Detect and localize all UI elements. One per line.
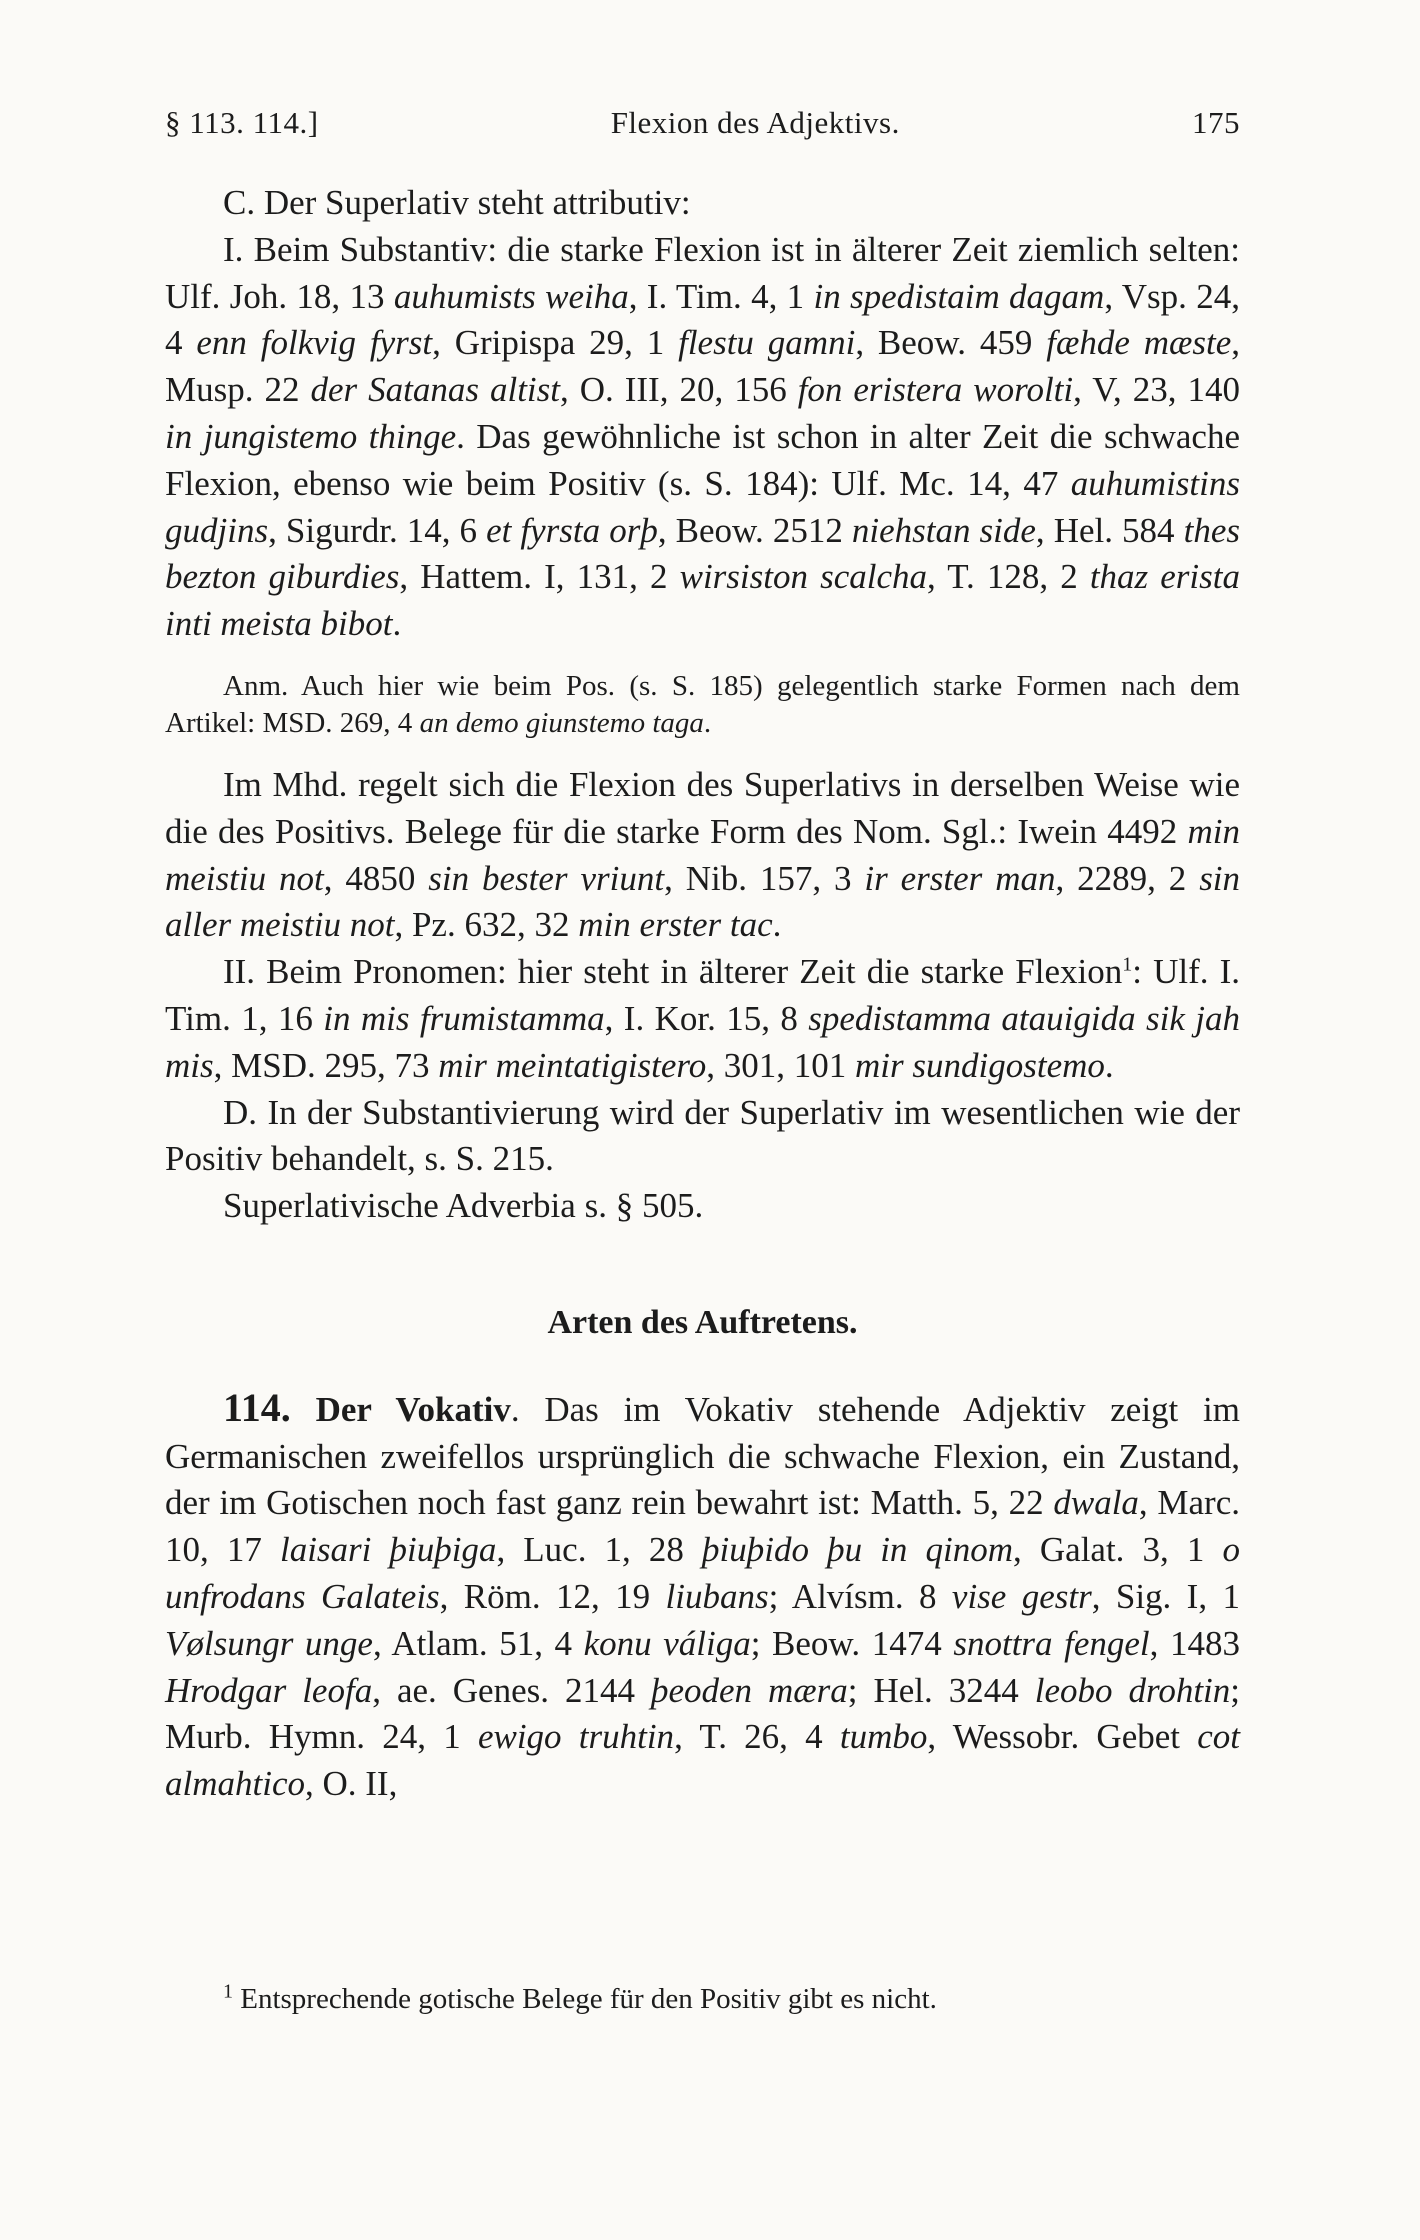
footnote-marker: 1 (223, 1980, 233, 2003)
citation: der Satanas altist (310, 370, 560, 410)
paragraph-substantiv (165, 227, 1240, 648)
citation: wirsiston scalcha (679, 557, 927, 597)
text: , 2289, 2 (1055, 858, 1200, 898)
text: . Das im Vokativ stehende Adjektiv zeigt im Germanischen zweifellos ursprünglich die schwache Flexion, ein Zustand, der im Gotischen noch fast ganz rein bewahrt ist: Matth. 5, 22 (165, 1389, 1240, 1523)
paragraph-number: 114. (223, 1384, 291, 1430)
citation: in jungistemo thinge (165, 416, 457, 456)
citation: Hrodgar leofa (165, 1670, 373, 1710)
citation: niehstan side (851, 510, 1036, 550)
citation: tumbo (839, 1717, 928, 1757)
text: , Pz. 632, 32 (394, 905, 579, 945)
citation: Vølsungr unge (165, 1623, 373, 1663)
text: C. Der Superlativ steht attributiv: (223, 183, 691, 222)
paragraph-d (165, 1090, 1240, 1184)
citation: an demo giunstemo taga (419, 706, 704, 739)
text: ; Alvísm. 8 (768, 1576, 952, 1616)
paragraph-adverbia (165, 1183, 1240, 1230)
citation: þeoden mæra (650, 1670, 848, 1710)
text: , Galat. 3, 1 (1013, 1530, 1223, 1570)
text: , Atlam. 51, 4 (372, 1623, 584, 1663)
text: , Musp. 22 (165, 323, 1241, 410)
citation: ir erster man (864, 858, 1056, 898)
running-title: Flexion des Adjektivs. (610, 105, 900, 140)
citation: leobo drohtin (1034, 1670, 1231, 1710)
footnote-text: Entsprechende gotische Belege für den Positiv gibt es nicht. (233, 1983, 937, 2015)
text: . (703, 706, 712, 739)
section-reference: § 113. 114.] (165, 105, 319, 140)
text: , Hel. 584 (1035, 510, 1184, 550)
text: , ae. Genes. 2144 (372, 1670, 651, 1710)
citation: min erster tac (578, 905, 773, 945)
section-title: Arten des Auftretens. (547, 1303, 858, 1341)
citation: sin bester vriunt (428, 858, 665, 898)
citation: thes bezton giburdies (165, 510, 1241, 597)
text: D. In der Substantivierung wird der Superlativ im wesentlichen wie der Positiv behandelt, s. S. 215. (165, 1092, 1240, 1179)
text: I. Beim Substantiv: die starke Flexion ist in älterer Zeit ziemlich selten: Ulf. Joh. 18, 13 (165, 229, 1240, 316)
text: , Luc. 1, 28 (496, 1530, 703, 1570)
citation: sin aller meistiu not (165, 858, 1241, 945)
citation: in spedistaim dagam (813, 276, 1105, 316)
text: , Beow. 2512 (657, 510, 852, 550)
text: , O. II, (304, 1764, 398, 1804)
text: Anm. Auch hier wie beim Pos. (s. S. 185) gelegentlich starke Formen nach dem Artikel: MSD. 269, 4 (165, 669, 1240, 739)
text: , Sig. I, 1 (1091, 1576, 1240, 1616)
citation: auhumistins gudjins (165, 463, 1240, 550)
text: , V, 23, 140 (1073, 370, 1240, 410)
citation: cot almahtico (165, 1717, 1240, 1804)
text: , Marc. 10, 17 (165, 1483, 1240, 1570)
text: , Hattem. I, 131, 2 (399, 557, 680, 597)
citation: dwala (1053, 1483, 1139, 1523)
text: , Sigurdr. 14, 6 (268, 510, 487, 550)
citation: liubans (665, 1576, 769, 1616)
text: ; Murb. Hymn. 24, 1 (165, 1670, 1241, 1757)
text: . Das gewöhnliche ist schon in alter Zeit die schwache Flexion, ebenso wie beim Positiv (s. S. 184): Ulf. Mc. 14, 47 (165, 416, 1240, 503)
text: . (1104, 1045, 1114, 1085)
citation: et fyrsta orþ (486, 510, 658, 550)
citation: o unfrodans Galateis (165, 1530, 1240, 1616)
paragraph-heading: Der Vokativ (315, 1389, 511, 1429)
text: , T. 128, 2 (927, 557, 1090, 597)
citation: enn folkvig fyrst (196, 323, 433, 363)
text: . (392, 604, 402, 644)
citation: flestu gamni (678, 323, 856, 363)
text: , 1483 (1149, 1623, 1240, 1663)
paragraph-vokativ (165, 1385, 1240, 1808)
page-number: 175 (1191, 105, 1240, 140)
text: , I. Tim. 4, 1 (628, 276, 814, 316)
citation: mir meintatigistero (438, 1045, 707, 1085)
paragraph-mhd (165, 762, 1240, 949)
citation: snottra fengel (953, 1623, 1150, 1663)
text: , O. III, 20, 156 (559, 370, 798, 410)
citation: vise gestr (951, 1576, 1092, 1616)
body-text (165, 180, 1240, 1808)
paragraph-c (165, 180, 1240, 227)
text: , Röm. 12, 19 (439, 1576, 666, 1616)
citation: in mis frumistamma (323, 998, 605, 1038)
text: , Wessobr. Gebet (927, 1717, 1198, 1757)
text: , 4850 (323, 858, 429, 898)
text: Im Mhd. regelt sich die Flexion des Superlativs in derselben Weise wie die des Positivs. Belege für die starke Form des Nom. Sgl.: Iwein 4492 (165, 764, 1240, 851)
text: , I. Kor. 15, 8 (604, 998, 809, 1038)
text: , MSD. 295, 73 (213, 1045, 439, 1085)
citation: fæhde mæste (1046, 323, 1232, 363)
text: Superlativische Adverbia s. § 505. (223, 1186, 704, 1226)
citation: mir sundigostemo (855, 1045, 1105, 1085)
footnote (165, 1980, 1240, 2018)
text: , Beow. 459 (855, 323, 1047, 363)
citation: auhumists weiha (393, 276, 629, 316)
text: , Gripispa 29, 1 (432, 323, 679, 363)
text: , Nib. 157, 3 (664, 858, 865, 898)
text: , T. 26, 4 (674, 1717, 840, 1757)
annotation (165, 668, 1240, 742)
running-header (165, 105, 1240, 141)
citation: thaz erista inti meista bibot (165, 557, 1240, 644)
citation: konu váliga (583, 1623, 751, 1663)
citation: þiuþido þu in qinom (702, 1530, 1014, 1570)
text: , Vsp. 24, 4 (165, 276, 1241, 363)
text: ; Hel. 3244 (847, 1670, 1035, 1710)
text: ; Beow. 1474 (750, 1623, 954, 1663)
citation: ewigo truhtin (477, 1717, 675, 1757)
citation: spedistamma atauigida sik jah mis (165, 998, 1240, 1085)
citation: laisari þiuþiga (279, 1530, 497, 1570)
text: . (772, 905, 782, 945)
footnote-marker: 1 (1122, 953, 1133, 976)
paragraph-pronomen (165, 949, 1240, 1089)
citation: fon eristera worolti (797, 370, 1074, 410)
text: II. Beim Pronomen: hier steht in älterer Zeit die starke Flexion (223, 952, 1123, 992)
text: , 301, 101 (706, 1045, 856, 1085)
text: : Ulf. I. Tim. 1, 16 (165, 952, 1240, 1038)
citation: min meistiu not (165, 811, 1240, 898)
